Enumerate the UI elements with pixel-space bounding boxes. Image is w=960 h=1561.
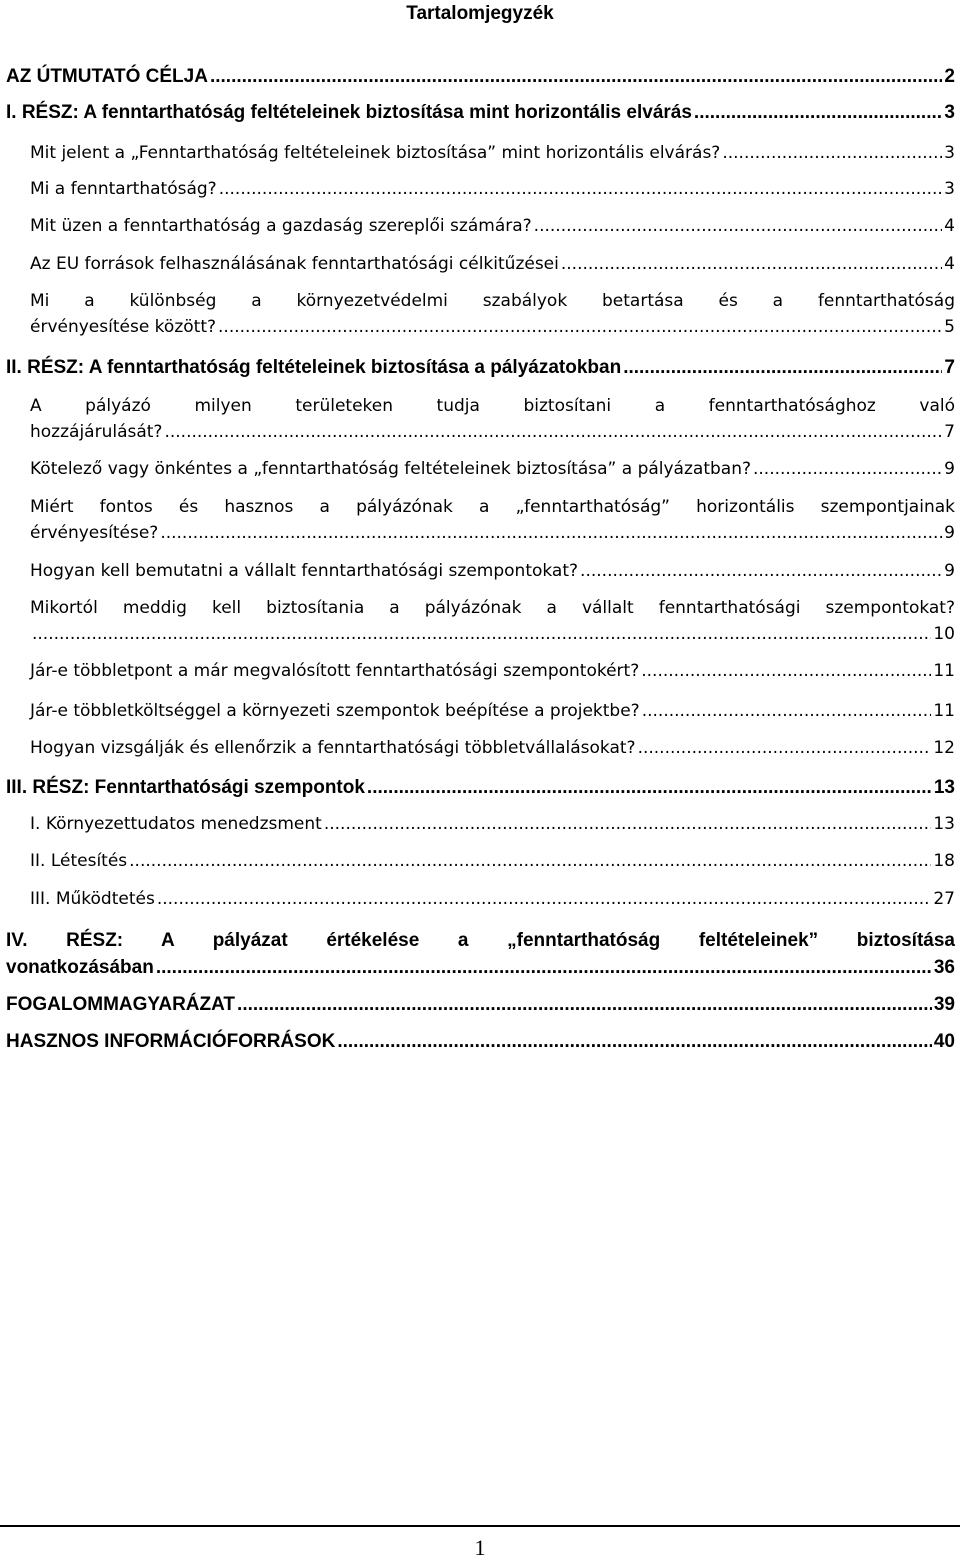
toc-entry-page: 7	[944, 422, 955, 442]
toc-entry-line	[30, 522, 955, 545]
toc-entry-title: Hogyan kell bemutatni a vállalt fenntarthatósági szempontokat?	[30, 561, 579, 581]
toc-entry-line	[30, 560, 955, 583]
dot-leader	[367, 775, 932, 800]
toc-entry-line	[30, 888, 955, 911]
toc-entry-page: 39	[933, 994, 955, 1015]
toc-entry-title: II. RÉSZ: A fenntarthatóság feltételeinek biztosítása a pályázatokban	[6, 357, 622, 378]
toc-entry-title: I. RÉSZ: A fenntarthatóság feltételeinek biztosítása mint horizontális elvárás	[6, 102, 692, 123]
toc-entry-line	[6, 64, 955, 89]
toc-entry-line	[30, 142, 955, 165]
toc-entry-title: Mi a fenntarthatóság?	[30, 179, 217, 199]
toc-entry-line	[6, 992, 955, 1017]
toc-entry-page: 13	[933, 777, 955, 798]
dot-leader	[641, 660, 931, 683]
toc-entry-line	[30, 850, 955, 873]
toc-entry-page: 9	[944, 561, 955, 581]
toc-entry-title: III. Működtetés	[30, 889, 155, 909]
dot-leader	[237, 992, 932, 1017]
toc-entry-title: Mit jelent a „Fenntarthatóság feltételeinek biztosítása” mint horizontális elvárás?	[30, 143, 721, 163]
toc-entry-title: IV. RÉSZ: A pályázat értékelése a „fenntarthatóság feltételeinek” biztosítása	[6, 930, 955, 951]
toc-entry-line	[30, 813, 955, 836]
toc-entry-page: 4	[944, 216, 955, 236]
dot-leader	[561, 253, 942, 276]
dot-leader	[129, 850, 931, 873]
toc-entry-line	[30, 421, 955, 444]
toc-entry-title: Jár-e többletköltséggel a környezeti szempontok beépítése a projektbe?	[30, 701, 640, 721]
toc-entry-page: 3	[944, 143, 955, 163]
toc-entry-line	[6, 775, 955, 800]
toc-entry-title: hozzájárulását?	[30, 422, 163, 442]
toc-entry-page: 9	[944, 523, 955, 543]
dot-leader	[218, 316, 942, 339]
toc-entry-line	[30, 700, 955, 723]
toc-entry-title: Mi a különbség a környezetvédelmi szabályok betartása és a fenntarthatóság	[30, 291, 955, 311]
toc-entry-title: Miért fontos és hasznos a pályázónak a „fenntarthatóság” horizontális szempontjainak	[30, 497, 955, 517]
toc-entry-title: Hogyan vizsgálják és ellenőrzik a fenntarthatósági többletvállalásokat?	[30, 738, 636, 758]
toc-entry-page: 4	[944, 254, 955, 274]
toc-entry-page: 2	[944, 66, 955, 87]
toc-entry-page: 9	[944, 459, 955, 479]
toc-entry-page: 11	[933, 661, 955, 681]
dot-leader	[160, 522, 942, 545]
toc-entry-line	[30, 623, 955, 646]
dot-leader	[32, 623, 931, 646]
toc-entry-line	[30, 316, 955, 339]
dot-leader	[642, 700, 932, 723]
toc-entry-line	[30, 660, 955, 683]
toc-entry-line	[30, 458, 955, 481]
toc-entry-title: érvényesítése?	[30, 523, 159, 543]
page-title: Tartalomjegyzék	[406, 3, 554, 24]
toc-entry-line	[30, 215, 955, 238]
toc-entry-page: 12	[933, 738, 955, 758]
toc-entry-line	[30, 178, 955, 201]
dot-leader	[210, 64, 942, 89]
toc-entry-title: Mit üzen a fenntarthatóság a gazdaság szereplői számára?	[30, 216, 532, 236]
toc-entry-page: 18	[933, 851, 955, 871]
toc-entry-page: 10	[933, 624, 955, 644]
dot-leader	[324, 813, 932, 836]
toc-entry-line	[30, 253, 955, 276]
toc-entry-line	[6, 1029, 955, 1054]
toc-entry-title: Az EU források felhasználásának fenntarthatósági célkitűzései	[30, 254, 559, 274]
dot-leader	[638, 737, 932, 760]
toc-entry-title: Mikortól meddig kell biztosítania a pályázónak a vállalt fenntarthatósági szempontokat?	[30, 598, 955, 618]
toc-entry-line	[6, 955, 955, 980]
toc-entry-line	[6, 100, 955, 125]
footer-rule	[0, 1525, 960, 1527]
toc-entry-title: FOGALOMMAGYARÁZAT	[6, 994, 236, 1015]
page-number: 1	[474, 1535, 486, 1560]
toc-entry-title: Jár-e többletpont a már megvalósított fenntarthatósági szempontokért?	[30, 661, 640, 681]
dot-leader	[753, 458, 942, 481]
toc-entry-title: vonatkozásában	[6, 957, 154, 978]
toc-entry-title: HASZNOS INFORMÁCIÓFORRÁSOK	[6, 1031, 336, 1052]
toc-entry-title: AZ ÚTMUTATÓ CÉLJA	[6, 66, 208, 87]
dot-leader	[337, 1029, 932, 1054]
toc-entry-title: A pályázó milyen területeken tudja biztosítani a fenntarthatósághoz való	[30, 396, 955, 416]
dot-leader	[156, 955, 932, 980]
toc-entry-line	[6, 355, 955, 380]
toc-entry-page: 3	[944, 102, 955, 123]
dot-leader	[534, 215, 943, 238]
toc-entry-title: III. RÉSZ: Fenntarthatósági szempontok	[6, 777, 365, 798]
dot-leader	[157, 888, 932, 911]
toc-entry-page: 40	[933, 1031, 955, 1052]
toc-entry-title: Kötelező vagy önkéntes a „fenntarthatóság feltételeinek biztosítása” a pályázatban?	[30, 459, 751, 479]
dot-leader	[580, 560, 942, 583]
dot-leader	[722, 142, 942, 165]
toc-entry-line	[30, 737, 955, 760]
toc-entry-title: II. Létesítés	[30, 851, 128, 871]
dot-leader	[164, 421, 942, 444]
toc-entry-title: I. Környezettudatos menedzsment	[30, 814, 322, 834]
toc-entry-page: 11	[933, 701, 955, 721]
dot-leader	[219, 178, 942, 201]
toc-entry-page: 7	[944, 357, 955, 378]
toc-entry-page: 27	[933, 889, 955, 909]
toc-entry-title: érvényesítése között?	[30, 317, 217, 337]
toc-entry-page: 13	[933, 814, 955, 834]
toc-entry-page: 36	[933, 957, 955, 978]
toc-entry-page: 5	[944, 317, 955, 337]
dot-leader	[694, 100, 943, 125]
dot-leader	[623, 355, 942, 380]
toc-entry-page: 3	[944, 179, 955, 199]
